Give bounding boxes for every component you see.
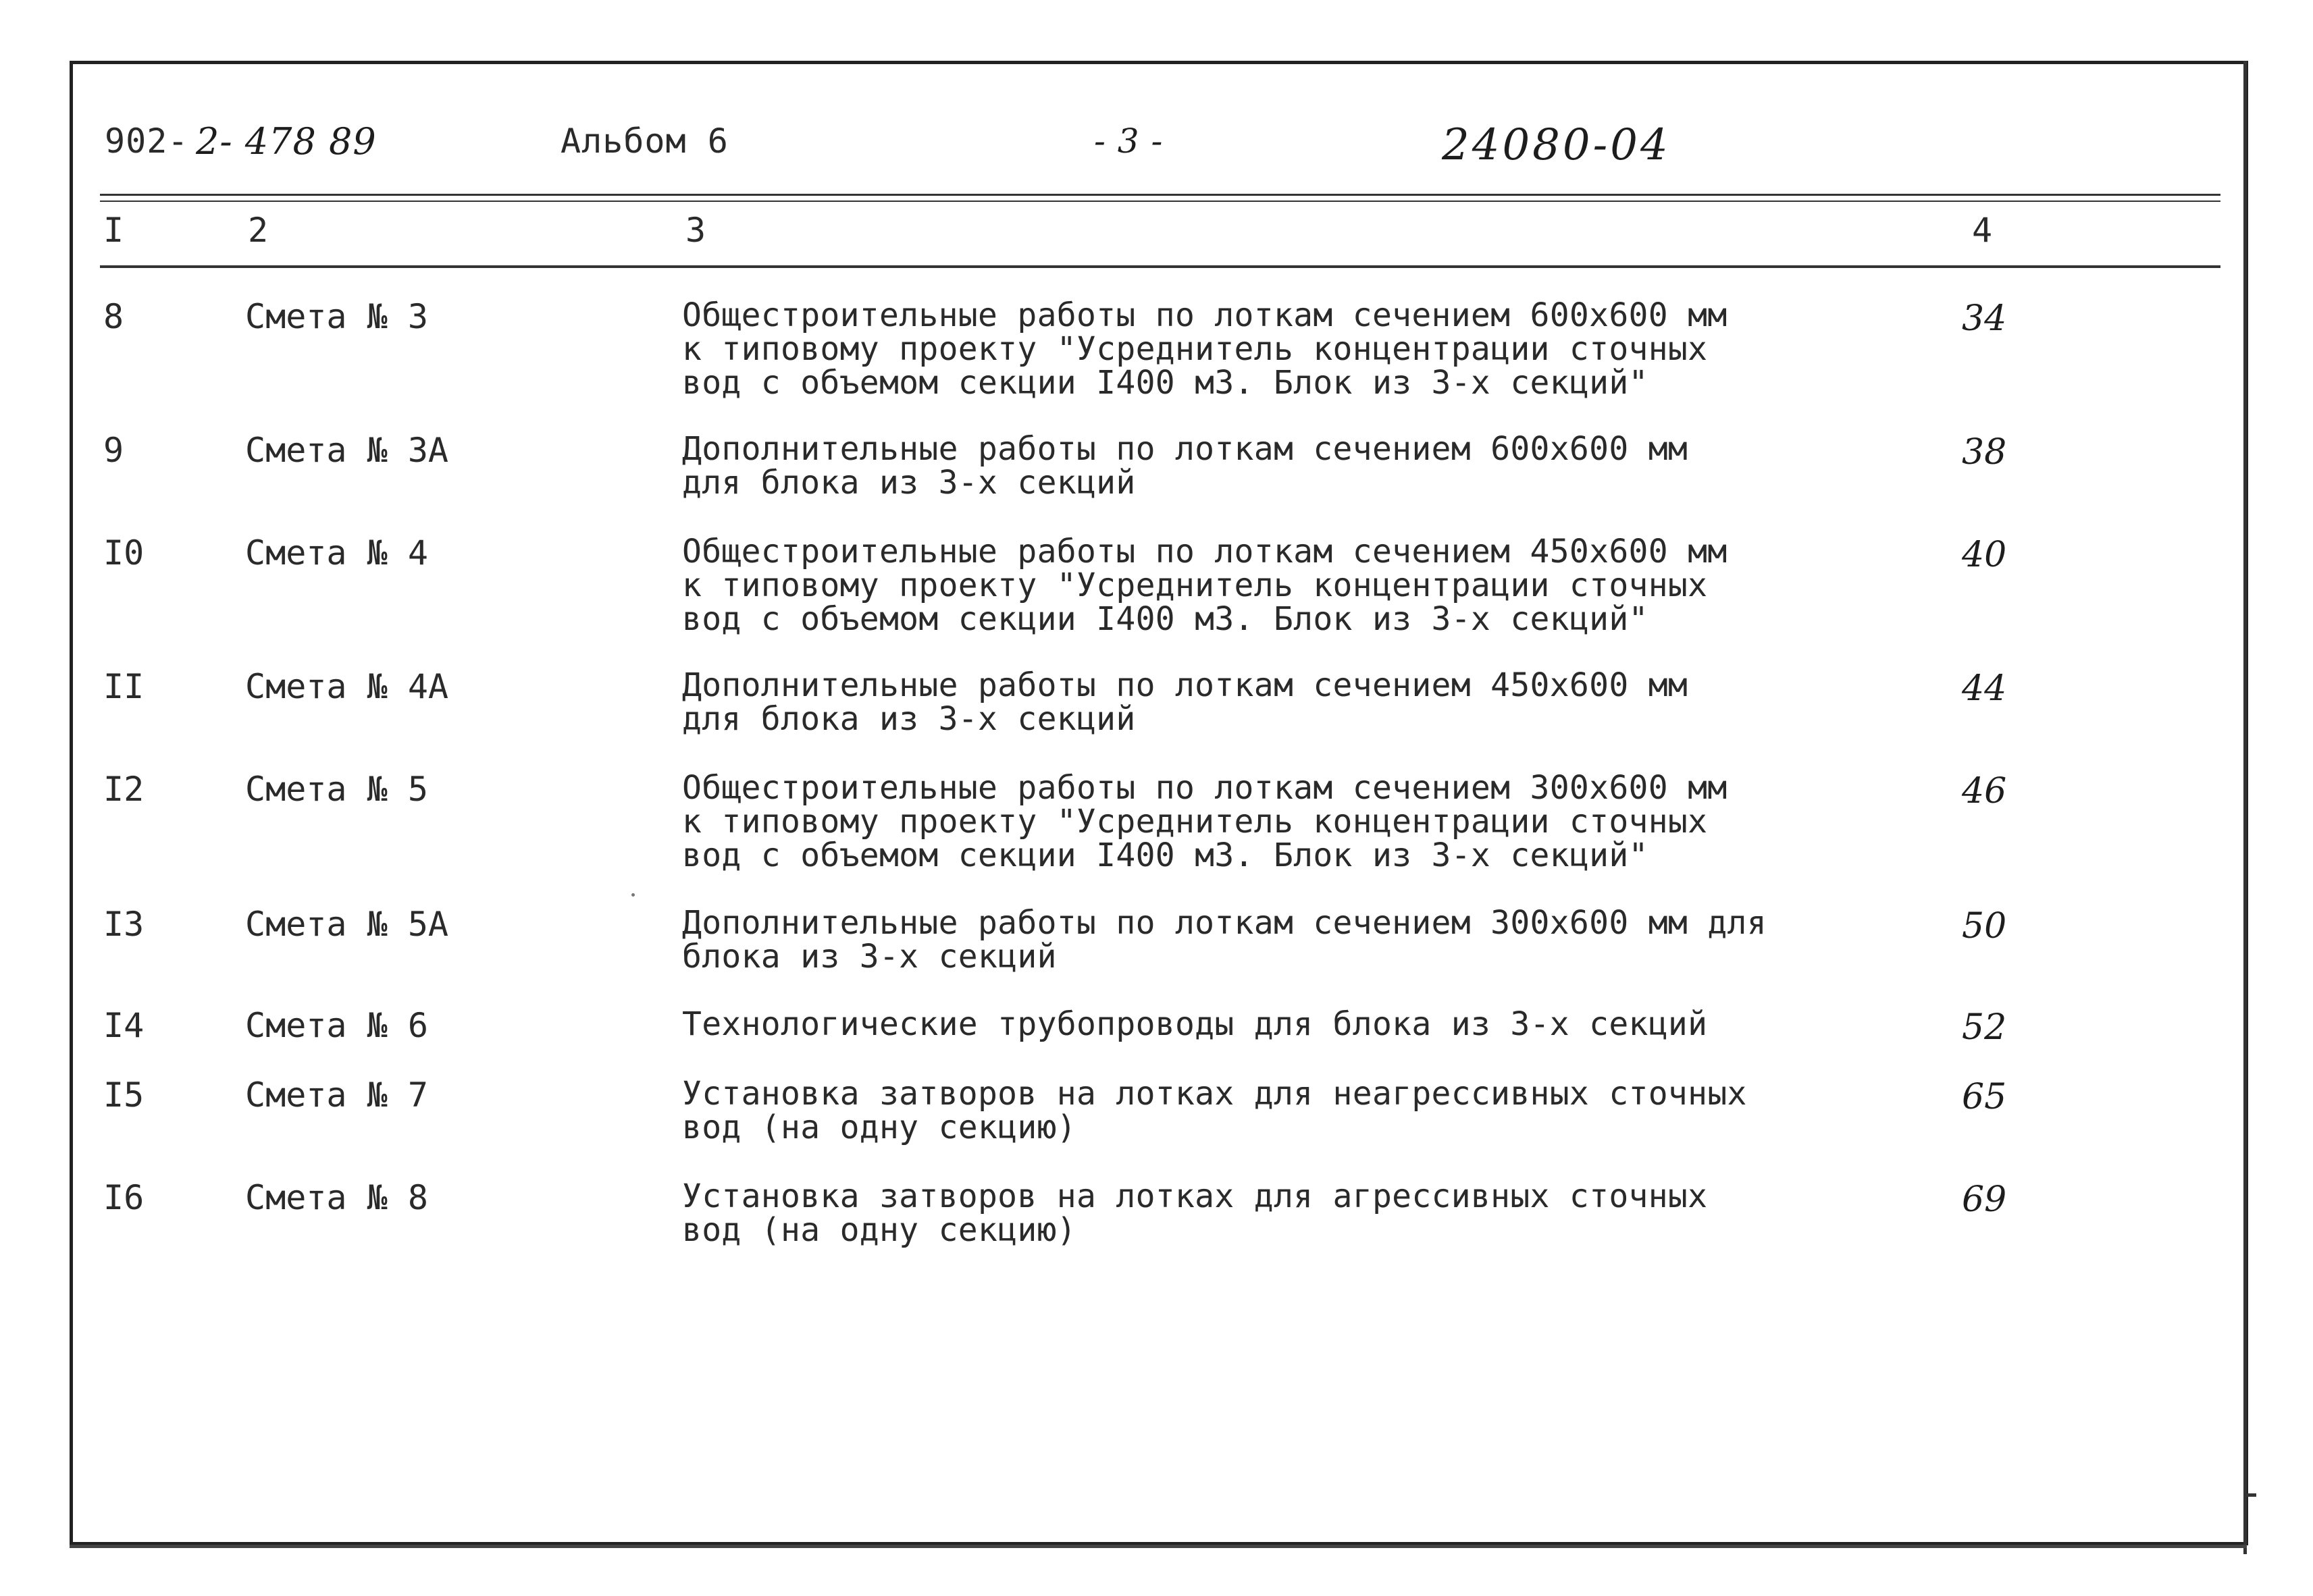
estimate-name: Смета № 3А <box>245 431 449 470</box>
description-line: Общестроительные работы по лоткам сечением 600х600 мм <box>682 296 1727 334</box>
work-description <box>682 298 1727 400</box>
column-header-rule <box>100 265 2220 268</box>
estimate-name: Смета № 4 <box>245 533 428 573</box>
page-number: 50 <box>1962 906 2007 947</box>
description-line: Дополнительные работы по лоткам сечением 450х600 мм <box>682 666 1688 704</box>
description-line: вод (на одну секцию) <box>682 1211 1076 1249</box>
estimate-name: Смета № 8 <box>245 1178 428 1217</box>
description-line: Общестроительные работы по лоткам сечением 300х600 мм <box>682 769 1727 807</box>
page-number: 34 <box>1962 298 2007 339</box>
estimate-name: Смета № 3 <box>245 297 428 336</box>
estimate-name: Смета № 7 <box>245 1075 428 1115</box>
column-header-1: I <box>103 211 124 250</box>
work-description <box>682 1077 1747 1144</box>
work-description <box>682 668 1688 736</box>
row-number: I4 <box>103 1006 145 1045</box>
description-line: для блока из 3-х секций <box>682 464 1136 502</box>
row-number: II <box>103 667 145 706</box>
description-line: вод с объемом секции I400 м3. Блок из 3-х секций" <box>682 600 1648 638</box>
estimate-name: Смета № 5А <box>245 905 449 944</box>
description-line: Общестроительные работы по лоткам сечением 450х600 мм <box>682 533 1727 570</box>
description-line: Технологические трубопроводы для блока из 3-х секций <box>682 1005 1708 1043</box>
page-number: 65 <box>1962 1077 2007 1117</box>
work-description <box>682 1179 1707 1247</box>
page-number: 44 <box>1962 668 2007 709</box>
header-series-number: 2- 478 89 <box>196 120 377 163</box>
frame-edge-right <box>2243 61 2247 1554</box>
row-number: I3 <box>103 905 145 944</box>
frame-tick-mark <box>2247 1493 2256 1497</box>
description-line: Дополнительные работы по лоткам сечением 600х600 мм <box>682 430 1688 468</box>
row-number: 8 <box>103 297 124 336</box>
estimate-name: Смета № 6 <box>245 1006 428 1045</box>
column-header-4: 4 <box>1972 211 1993 250</box>
header-rule-thin <box>100 201 2220 202</box>
estimate-name: Смета № 4А <box>245 667 449 706</box>
column-header-2: 2 <box>248 211 269 250</box>
description-line: Установка затворов на лотках для неагрессивных сточных <box>682 1075 1747 1113</box>
header-album: Альбом 6 <box>561 122 729 161</box>
row-number: I2 <box>103 770 145 809</box>
frame-edge-bottom <box>70 1545 2247 1548</box>
description-line: вод (на одну секцию) <box>682 1109 1076 1146</box>
row-number: 9 <box>103 431 124 470</box>
row-number: I6 <box>103 1178 145 1217</box>
description-line: блока из 3-х секций <box>682 938 1057 976</box>
work-description <box>682 432 1688 500</box>
description-line: к типовому проекту "Усреднитель концентрации сточных <box>682 566 1708 604</box>
row-number: I0 <box>103 533 145 573</box>
description-line: к типовому проекту "Усреднитель концентрации сточных <box>682 330 1708 368</box>
column-header-3: 3 <box>685 211 706 250</box>
page-number: 69 <box>1962 1179 2007 1220</box>
page-number: 52 <box>1962 1007 2007 1048</box>
page-number: 38 <box>1962 432 2007 473</box>
estimate-name: Смета № 5 <box>245 770 428 809</box>
header-series-code: 902- <box>105 122 189 161</box>
row-number: I5 <box>103 1075 145 1115</box>
work-description <box>682 535 1727 636</box>
work-description <box>682 771 1727 872</box>
work-description <box>682 906 1767 974</box>
description-line: вод с объемом секции I400 м3. Блок из 3-х секций" <box>682 836 1648 874</box>
scan-speck <box>631 893 635 897</box>
page-number: 40 <box>1962 535 2007 575</box>
description-line: для блока из 3-х секций <box>682 700 1136 738</box>
description-line: Дополнительные работы по лоткам сечением 300х600 мм для <box>682 904 1767 942</box>
header-rule-top <box>100 194 2220 196</box>
description-line: вод с объемом секции I400 м3. Блок из 3-х секций" <box>682 364 1648 402</box>
work-description <box>682 1007 1707 1041</box>
header-page-number: - 3 - <box>1094 122 1164 161</box>
description-line: к типовому проекту "Усреднитель концентрации сточных <box>682 803 1708 841</box>
description-line: Установка затворов на лотках для агрессивных сточных <box>682 1177 1708 1215</box>
header-document-number: 24080-04 <box>1442 120 1671 170</box>
page-number: 46 <box>1962 771 2007 812</box>
